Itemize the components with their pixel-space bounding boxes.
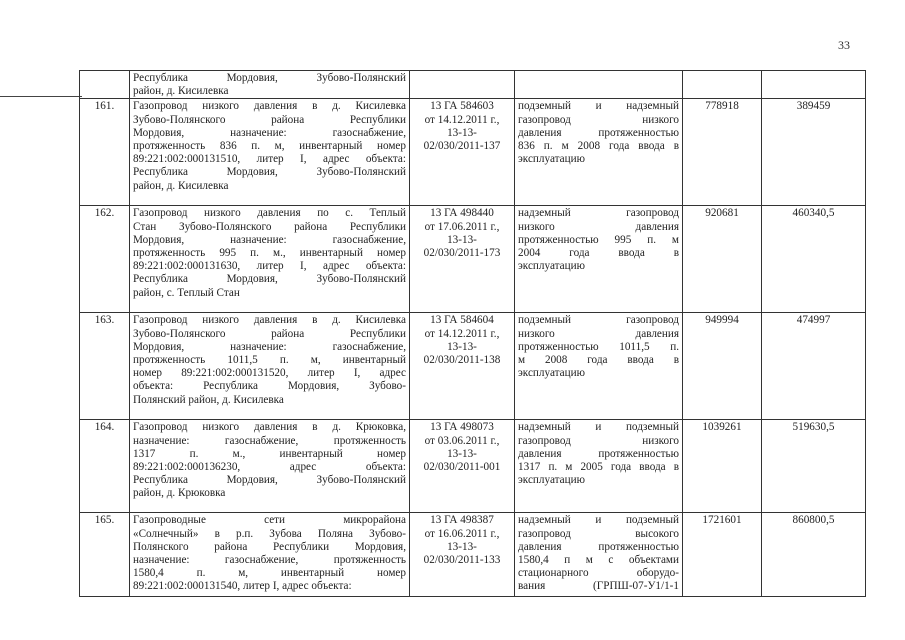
description-line: Газопроводные сети микрорайона: [133, 514, 406, 527]
characteristics-line: вания (ГРПШ-07-У1/1-1: [518, 580, 679, 593]
page-number: 33: [838, 38, 850, 52]
characteristics-line: стационарного оборудо-: [518, 567, 679, 580]
characteristics-line: эксплуатацию: [518, 153, 585, 166]
description-line: район, с. Теплый Стан: [133, 286, 240, 299]
table-row: [80, 313, 866, 420]
characteristics-cell: [515, 99, 683, 206]
certificate-line: 13 ГА 498440: [430, 207, 494, 220]
characteristics-line: газопровод низкого: [518, 434, 679, 447]
description-line: 89:221:002:000131630, литер I, адрес объекта:: [133, 260, 406, 273]
table-row: [80, 99, 866, 206]
certificate-line: 13-13-: [447, 233, 477, 246]
row-number-cell: [80, 99, 130, 206]
continuation-desc-line: район, д. Кисилевка: [133, 85, 229, 98]
characteristics-line: протяженностью 995 п. м: [518, 233, 679, 246]
characteristics-line: 2004 года ввода в: [518, 247, 679, 260]
description-line: Полянский район, д. Кисилевка: [133, 393, 284, 406]
certificate-line: от 03.06.2011 г.,: [424, 434, 500, 447]
characteristics-line: надземный и подземный: [518, 514, 679, 527]
row-number-cell: [80, 206, 130, 313]
description-line: Стан Зубово-Полянского района Республики: [133, 220, 406, 233]
row-number: 162.: [94, 207, 115, 220]
value-b: 860800,5: [792, 514, 835, 527]
value-b-cell: [762, 206, 866, 313]
characteristics-line: подземный и надземный: [518, 100, 679, 113]
description-line: Мордовия, назначение: газоснабжение,: [133, 340, 406, 353]
certificate-cell: [410, 313, 515, 420]
certificate-line: 02/030/2011-133: [423, 554, 501, 567]
continuation-char-cell: [515, 71, 683, 99]
certificate-cell: [410, 206, 515, 313]
certificate-line: 13-13-: [447, 540, 477, 553]
description-line: 89:221:002:000131540, литер I, адрес объекта:: [133, 580, 352, 593]
description-line: Газопровод низкого давления в д. Кисилевка: [133, 100, 406, 113]
row-number-cell: [80, 313, 130, 420]
property-registry-table: [79, 70, 866, 597]
row-number: 165.: [94, 514, 115, 527]
characteristics-line: 836 п. м 2008 года ввода в: [518, 140, 679, 153]
description-line: Газопровод низкого давления по с. Теплый: [133, 207, 406, 220]
characteristics-line: давления протяженностью: [518, 126, 679, 139]
value-b: 460340,5: [792, 207, 835, 220]
characteristics-line: протяженностью 1011,5 п.: [518, 340, 679, 353]
description-cell: [130, 420, 410, 513]
description-line: 1580,4 п. м, инвентарный номер: [133, 567, 406, 580]
value-a: 920681: [705, 207, 739, 220]
certificate-line: 13-13-: [447, 340, 477, 353]
characteristics-line: эксплуатацию: [518, 474, 585, 487]
characteristics-line: подземный газопровод: [518, 314, 679, 327]
continuation-desc-line: Республика Мордовия, Зубово-Полянский: [133, 72, 406, 84]
value-a: 1039261: [702, 421, 742, 434]
description-line: назначение: газоснабжение, протяженность: [133, 434, 406, 447]
description-line: «Солнечный» в р.п. Зубова Поляна Зубово-: [133, 527, 406, 540]
certificate-line: от 14.12.2011 г.,: [424, 327, 500, 340]
characteristics-line: давления протяженностью: [518, 540, 679, 553]
value-b-cell: [762, 99, 866, 206]
value-b-cell: [762, 313, 866, 420]
continuation-desc-cell: [130, 71, 410, 99]
scan-artifact-line: [0, 96, 82, 97]
description-line: Зубово-Полянского района Республики: [133, 113, 406, 126]
description-cell: [130, 313, 410, 420]
certificate-line: 13 ГА 584604: [430, 314, 494, 327]
certificate-cell: [410, 420, 515, 513]
description-line: район, д. Кисилевка: [133, 179, 229, 192]
characteristics-line: надземный газопровод: [518, 207, 679, 220]
description-line: протяженность 836 п. м, инвентарный номер: [133, 140, 406, 153]
continuation-num-cell: [80, 71, 130, 99]
certificate-line: от 14.12.2011 г.,: [424, 113, 500, 126]
description-line: район, д. Крюковка: [133, 487, 226, 500]
value-b-cell: [762, 513, 866, 597]
value-a: 949994: [705, 314, 739, 327]
description-line: объекта: Республика Мордовия, Зубово-: [133, 380, 406, 393]
value-a-cell: [683, 313, 762, 420]
certificate-line: 02/030/2011-001: [423, 461, 501, 474]
description-line: 89:221:002:000136230, адрес объекта:: [133, 461, 406, 474]
certificate-line: 13 ГА 498073: [430, 421, 494, 434]
description-cell: [130, 513, 410, 597]
value-b: 519630,5: [792, 421, 835, 434]
description-line: протяженность 1011,5 п. м, инвентарный: [133, 354, 406, 367]
description-cell: [130, 206, 410, 313]
value-b-cell: [762, 420, 866, 513]
certificate-line: 13 ГА 498387: [430, 514, 494, 527]
row-number-cell: [80, 420, 130, 513]
row-number: 163.: [94, 314, 115, 327]
value-a-cell: [683, 99, 762, 206]
table-row: [80, 420, 866, 513]
certificate-line: 02/030/2011-173: [423, 247, 501, 260]
description-line: Газопровод низкого давления в д. Кисилевка: [133, 314, 406, 327]
row-number: 161.: [94, 100, 115, 113]
description-line: номер 89:221:002:000131520, литер I, адрес: [133, 367, 406, 380]
value-a: 778918: [705, 100, 739, 113]
description-line: Зубово-Полянского района Республики: [133, 327, 406, 340]
characteristics-cell: [515, 420, 683, 513]
characteristics-line: газопровод низкого: [518, 113, 679, 126]
continuation-row: [80, 71, 866, 99]
certificate-cell: [410, 513, 515, 597]
description-line: 1317 п. м., инвентарный номер: [133, 447, 406, 460]
certificate-line: 02/030/2011-138: [423, 354, 501, 367]
certificate-line: 13-13-: [447, 447, 477, 460]
characteristics-cell: [515, 206, 683, 313]
value-a-cell: [683, 420, 762, 513]
description-line: 89:221:002:000131510, литер I, адрес объекта:: [133, 153, 406, 166]
description-line: Газопровод низкого давления в д. Крюковка,: [133, 421, 406, 434]
characteristics-line: м 2008 года ввода в: [518, 354, 679, 367]
characteristics-line: 1317 п. м 2005 года ввода в: [518, 461, 679, 474]
description-line: Мордовия, назначение: газоснабжение,: [133, 126, 406, 139]
value-b: 474997: [796, 314, 831, 327]
characteristics-line: газопровод высокого: [518, 527, 679, 540]
certificate-line: 02/030/2011-137: [423, 140, 501, 153]
table-row: [80, 513, 866, 597]
table-row: [80, 206, 866, 313]
description-cell: [130, 99, 410, 206]
value-a: 1721601: [702, 514, 742, 527]
certificate-line: 13 ГА 584603: [430, 100, 494, 113]
characteristics-cell: [515, 313, 683, 420]
description-line: назначение: газоснабжение, протяженность: [133, 554, 406, 567]
characteristics-line: эксплуатацию: [518, 367, 585, 380]
continuation-value-b-cell: [762, 71, 866, 99]
certificate-line: от 17.06.2011 г.,: [424, 220, 500, 233]
characteristics-cell: [515, 513, 683, 597]
continuation-value-a-cell: [683, 71, 762, 99]
characteristics-line: низкого давления: [518, 327, 679, 340]
value-b: 389459: [796, 100, 831, 113]
certificate-line: 13-13-: [447, 126, 477, 139]
value-a-cell: [683, 513, 762, 597]
description-line: Полянского района Республики Мордовия,: [133, 540, 406, 553]
characteristics-line: надземный и подземный: [518, 421, 679, 434]
characteristics-line: давления протяженностью: [518, 447, 679, 460]
characteristics-line: 1580,4 п м с объектами: [518, 554, 679, 567]
row-number-cell: [80, 513, 130, 597]
characteristics-line: низкого давления: [518, 220, 679, 233]
description-line: протяженность 995 п. м., инвентарный номер: [133, 247, 406, 260]
continuation-cert-cell: [410, 71, 515, 99]
characteristics-line: эксплуатацию: [518, 260, 585, 273]
description-line: Республика Мордовия, Зубово-Полянский: [133, 474, 406, 487]
description-line: Республика Мордовия, Зубово-Полянский: [133, 273, 406, 286]
certificate-line: от 16.06.2011 г.,: [424, 527, 500, 540]
row-number: 164.: [94, 421, 115, 434]
certificate-cell: [410, 99, 515, 206]
description-line: Мордовия, назначение: газоснабжение,: [133, 233, 406, 246]
description-line: Республика Мордовия, Зубово-Полянский: [133, 166, 406, 179]
value-a-cell: [683, 206, 762, 313]
